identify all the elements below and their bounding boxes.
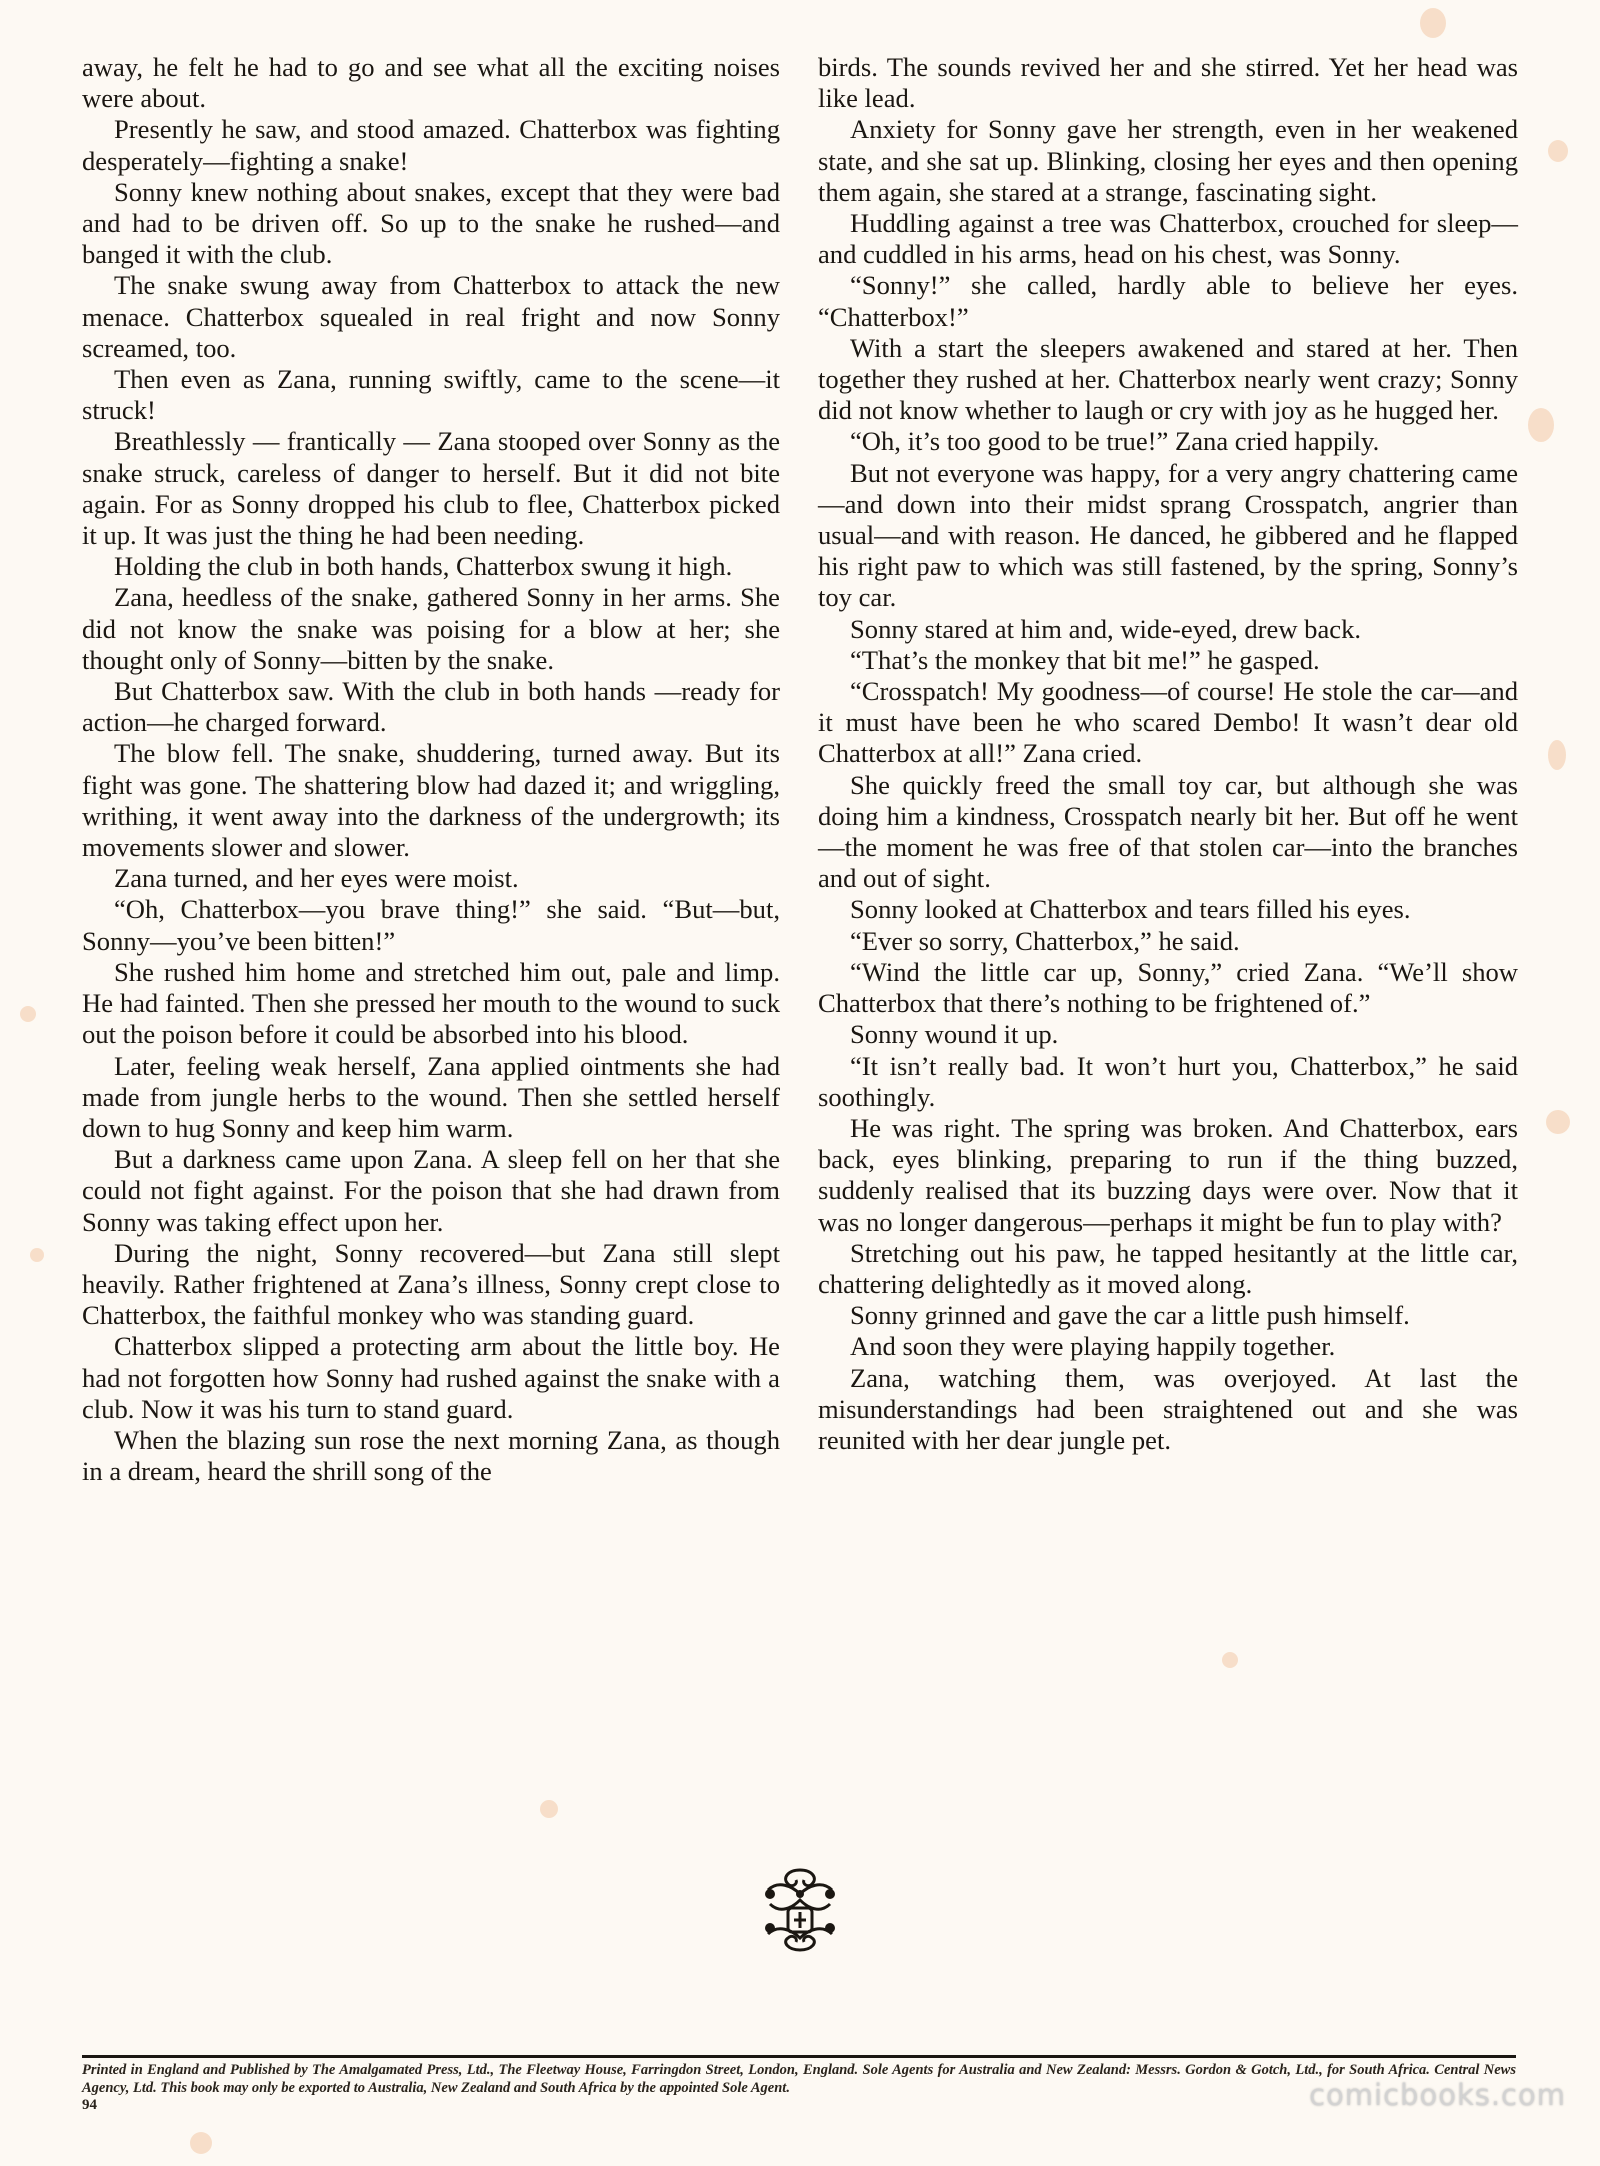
foxing-spot [30,1248,44,1262]
story-paragraph: “Oh, Chatterbox—you brave thing!” she said. “But—but, Sonny—you’ve been bitten!” [82,894,780,956]
story-paragraph: “Sonny!” she called, hardly able to believe her eyes. “Chatterbox!” [818,270,1518,332]
story-paragraph: Anxiety for Sonny gave her strength, even in her weakened state, and she sat up. Blinking, closing her eyes and then opening them again, she stared at a strange, fascinating sight. [818,114,1518,207]
foxing-spot [540,1800,558,1818]
publisher-imprint: Printed in England and Published by The Amalgamated Press, Ltd., The Fleetway House, Farringdon Street, London, England. Sole Agents for Australia and New Zealand: Messrs. Gordon & Gotch, Ltd., for South Africa. Central News Agency, Ltd. This book may only be exported to Australia, New Zealand and South Africa by the appointed Sole Agent. [82,2062,1516,2096]
story-paragraph: Breathlessly — frantically — Zana stooped over Sonny as the snake struck, careless of danger to herself. But it did not bite again. For as Sonny dropped his club to flee, Chatterbox picked it up. It was just the thing he had been needing. [82,426,780,551]
story-paragraph: But a darkness came upon Zana. A sleep fell on her that she could not fight against. For the poison that she had drawn from Sonny was taking effect upon her. [82,1144,780,1237]
story-paragraph: “That’s the monkey that bit me!” he gasped. [850,644,1320,675]
story-paragraph: Chatterbox slipped a protecting arm about the little boy. He had not forgotten how Sonny had rushed against the snake with a club. Now it was his turn to stand guard. [82,1331,780,1424]
story-paragraph: The blow fell. The snake, shuddering, turned away. But its fight was gone. The shattering blow had dazed it; and wriggling, writhing, it went away into the darkness of the undergrowth; its movements slower and slower. [82,738,780,863]
footer-rule [82,2055,1516,2058]
foxing-spot [1548,140,1568,162]
watermark: comicbooks.com [1309,2078,1566,2112]
story-paragraph: During the night, Sonny recovered—but Zana still slept heavily. Rather frightened at Zana’s illness, Sonny crept close to Chatterbox, the faithful monkey who was standing guard. [82,1237,780,1331]
story-paragraph: away, he felt he had to go and see what all the exciting noises were about. [82,52,780,114]
foxing-spot [1222,1652,1238,1668]
story-paragraph: When the blazing sun rose the next morning Zana, as though in a dream, heard the shrill song of the [82,1424,780,1487]
foxing-spot [1420,8,1446,38]
story-paragraph: Sonny looked at Chatterbox and tears filled his eyes. [850,894,1411,925]
story-paragraph: Stretching out his paw, he tapped hesitantly at the little car, chattering delightedly as it moved along. [818,1237,1518,1299]
story-paragraph: Presently he saw, and stood amazed. Chatterbox was fighting desperately—fighting a snake! [82,114,780,176]
story-paragraph: He was right. The spring was broken. And Chatterbox, ears back, eyes blinking, preparing to run if the thing buzzed, suddenly realised that its buzzing days were over. Now that it was no longer dangerous—perhaps it might be fun to play with? [818,1112,1518,1237]
foxing-spot [1546,1110,1570,1134]
decorative-ornament-icon [758,1864,842,1956]
story-paragraph: Sonny knew nothing about snakes, except that they were bad and had to be driven off. So up to the snake he rushed—and banged it with the club. [82,176,780,270]
story-paragraph: Holding the club in both hands, Chatterbox swung it high. [114,551,733,582]
story-paragraph: She quickly freed the small toy car, but although she was doing him a kindness, Crosspatch nearly bit her. But off he went—the moment he was free of that stolen car—into the branches and out of sight. [818,769,1518,894]
story-paragraph: Huddling against a tree was Chatterbox, crouched for sleep—and cuddled in his arms, head on his chest, was Sonny. [818,208,1518,270]
page-number: 94 [82,2097,97,2113]
story-paragraph: “Oh, it’s too good to be true!” Zana cried happily. [850,426,1380,457]
story-paragraph: Zana turned, and her eyes were moist. [114,863,519,894]
story-paragraph: “It isn’t really bad. It won’t hurt you, Chatterbox,” he said soothingly. [818,1050,1518,1112]
story-paragraph: The snake swung away from Chatterbox to attack the new menace. Chatterbox squealed in real fright and now Sonny screamed, too. [82,270,780,363]
foxing-spot [190,2132,212,2154]
story-paragraph: Later, feeling weak herself, Zana applied ointments she had made from jungle herbs to the wound. Then she settled herself down to hug Sonny and keep him warm. [82,1050,780,1143]
story-paragraph: But not everyone was happy, for a very angry chattering came—and down into their midst sprang Crosspatch, angrier than usual—and with reason. He danced, he gibbered and he flapped his right paw to which was still fastened, by the spring, Sonny’s toy car. [818,457,1518,613]
story-paragraph: Sonny wound it up. [850,1019,1059,1050]
story-paragraph: Then even as Zana, running swiftly, came to the scene—it struck! [82,364,780,426]
story-paragraph: “Crosspatch! My goodness—of course! He stole the car—and it must have been he who scared Dembo! It wasn’t dear old Chatterbox at all!” Zana cried. [818,676,1518,769]
story-paragraph: And soon they were playing happily together. [850,1331,1336,1362]
foxing-spot [1528,408,1554,442]
story-paragraph: Zana, heedless of the snake, gathered Sonny in her arms. She did not know the snake was poising for a blow at her; she thought only of Sonny—bitten by the snake. [82,582,780,675]
story-paragraph: Zana, watching them, was overjoyed. At last the misunderstandings had been straightened out and she was reunited with her dear jungle pet. [818,1362,1518,1455]
story-paragraph: She rushed him home and stretched him out, pale and limp. He had fainted. Then she pressed her mouth to the wound to suck out the poison before it could be absorbed into his blood. [82,956,780,1050]
story-paragraph: “Ever so sorry, Chatterbox,” he said. [850,925,1240,956]
foxing-spot [20,1006,36,1022]
story-paragraph: With a start the sleepers awakened and stared at her. Then together they rushed at her. Chatterbox nearly went crazy; Sonny did not know whether to laugh or cry with joy as he hugged her. [818,332,1518,426]
story-paragraph: birds. The sounds revived her and she stirred. Yet her head was like lead. [818,52,1518,114]
story-column-right [818,52,1518,1456]
story-paragraph: Sonny stared at him and, wide-eyed, drew back. [850,613,1362,644]
story-paragraph: “Wind the little car up, Sonny,” cried Zana. “We’ll show Chatterbox that there’s nothing to be frightened of.” [818,956,1518,1019]
story-paragraph: Sonny grinned and gave the car a little push himself. [850,1300,1410,1331]
story-paragraph: But Chatterbox saw. With the club in both hands —ready for action—he charged forward. [82,676,780,738]
foxing-spot [1548,740,1566,770]
story-column-left [82,52,780,1487]
